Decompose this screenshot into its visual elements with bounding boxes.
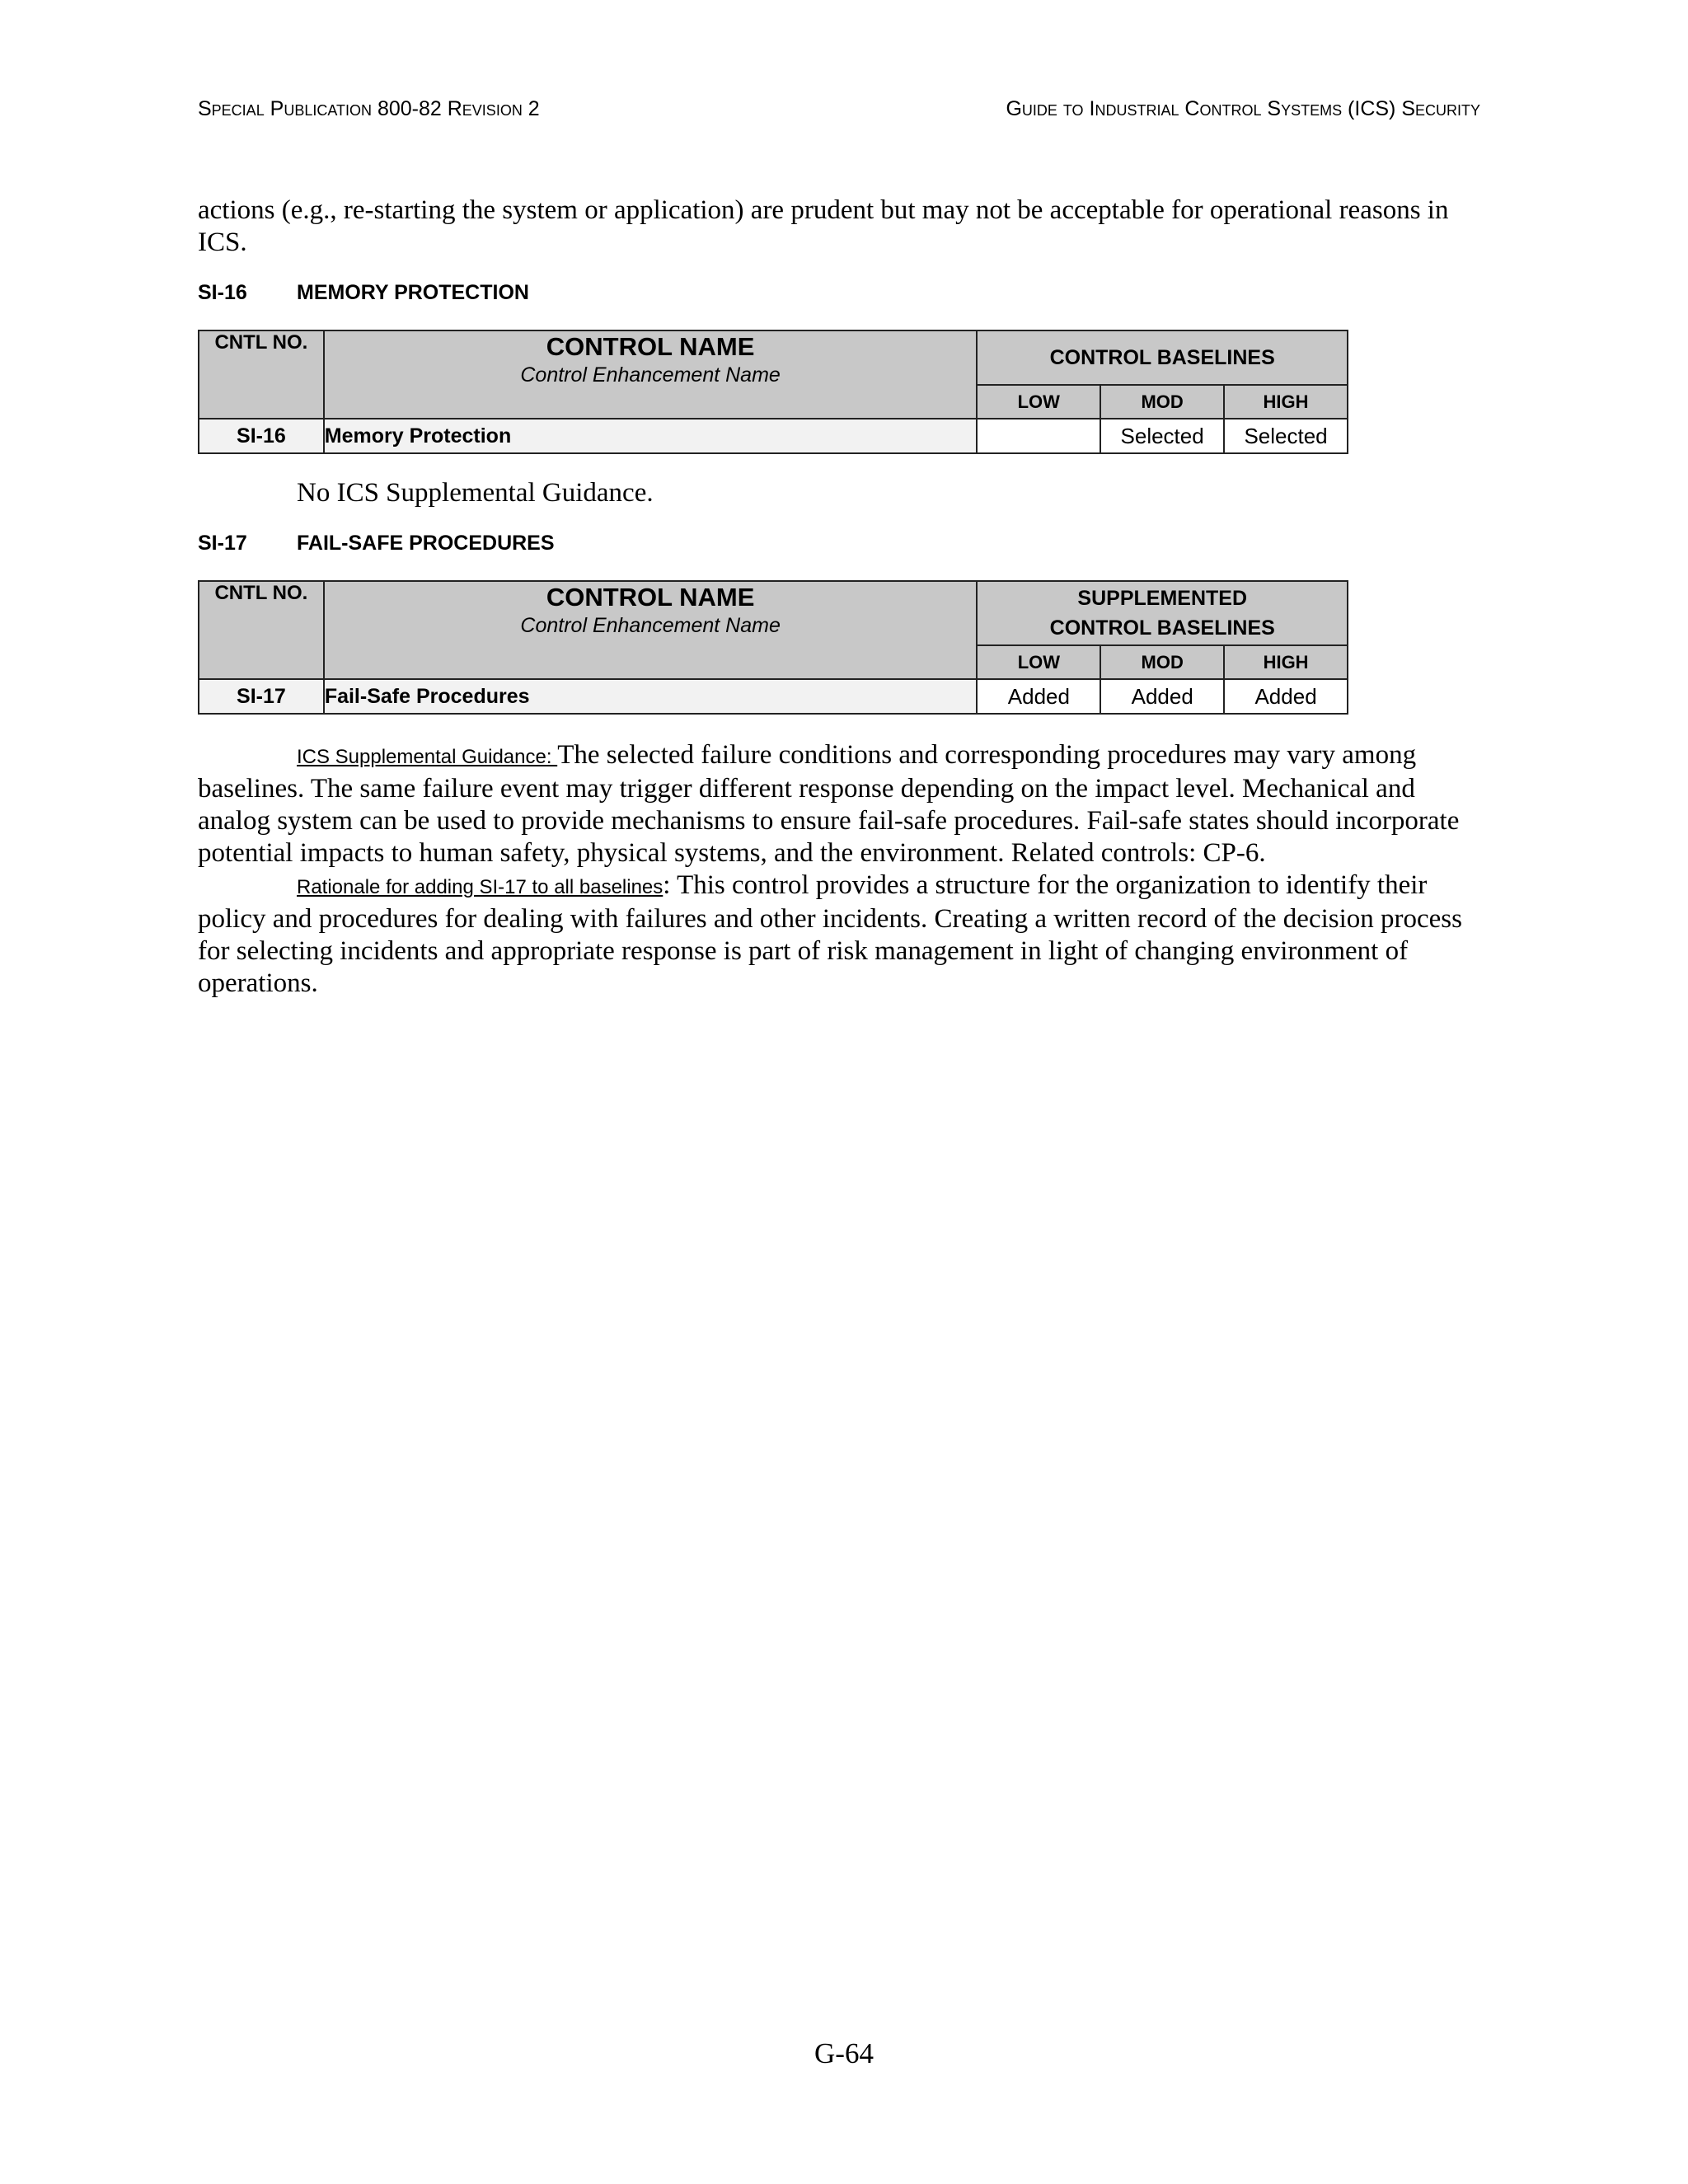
control-name-header <box>324 330 978 419</box>
section-id: SI-16 <box>198 281 247 304</box>
page-content <box>198 194 1480 1000</box>
baselines-header-line1: SUPPLEMENTED <box>1077 587 1248 610</box>
col-high: HIGH <box>1224 645 1348 679</box>
page-number: G-64 <box>814 2037 874 2069</box>
section-title: FAIL-SAFE PROCEDURES <box>297 532 555 555</box>
row-mod-value: Added <box>1100 679 1224 714</box>
baselines-header <box>977 581 1348 645</box>
table-row <box>199 679 1348 714</box>
guidance-text: The selected failure conditions and corresponding procedures may vary among baselines. The same failure event may trigger different response depending on the impact level. Mechanical and analog system can be used to provide mechanisms to ensure fail-safe procedures. Fail-safe states should incorporate potential impacts to human safety, physical systems, and the environment. Related controls: CP-6. <box>198 740 1460 868</box>
row-control-name: Memory Protection <box>324 419 978 453</box>
control-enhancement-label: Control Enhancement Name <box>520 614 781 637</box>
cntl-no-header: CNTL NO. <box>199 581 324 679</box>
si17-guidance-paragraph <box>198 739 1480 869</box>
guidance-label: ICS Supplemental Guidance: <box>297 746 558 768</box>
control-table-si17 <box>198 580 1348 715</box>
control-enhancement-label: Control Enhancement Name <box>520 363 781 387</box>
section-title: MEMORY PROTECTION <box>297 281 529 304</box>
row-control-no: SI-17 <box>199 679 324 714</box>
col-mod: MOD <box>1100 645 1224 679</box>
row-low-value <box>977 419 1100 453</box>
col-high: HIGH <box>1224 385 1348 419</box>
control-name-label: CONTROL NAME <box>546 583 755 612</box>
row-control-no: SI-16 <box>199 419 324 453</box>
si16-guidance: No ICS Supplemental Guidance. <box>297 478 654 508</box>
rationale-text: : This control provides a structure for the organization to identify their policy and procedures for dealing with failures and other incidents. Creating a written record of the decision process for selecting incidents and appropriate response is part of risk management in light of changing environment of operations. <box>198 870 1462 998</box>
header-guide-title: Guide to Industrial Control Systems (ICS) Security <box>1006 97 1480 120</box>
si17-rationale-paragraph <box>198 869 1480 1000</box>
col-mod: MOD <box>1100 385 1224 419</box>
running-header <box>198 97 1480 121</box>
row-mod-value: Selected <box>1100 419 1224 453</box>
section-heading-si17 <box>198 531 1480 555</box>
section-heading-si16 <box>198 280 1480 305</box>
col-low: LOW <box>977 645 1100 679</box>
cntl-no-header: CNTL NO. <box>199 330 324 419</box>
section-id: SI-17 <box>198 532 247 555</box>
row-high-value: Added <box>1224 679 1348 714</box>
intro-paragraph: actions (e.g., re-starting the system or application) are prudent but may not be acceptable for operational reasons in ICS. <box>198 195 1449 257</box>
baselines-header: CONTROL BASELINES <box>977 330 1348 385</box>
table-row <box>199 419 1348 453</box>
rationale-label: Rationale for adding SI-17 to all baselines <box>297 876 663 898</box>
baselines-header-line2: CONTROL BASELINES <box>1049 616 1275 640</box>
row-control-name: Fail-Safe Procedures <box>324 679 978 714</box>
header-publication: Special Publication 800-82 Revision 2 <box>198 97 540 120</box>
row-high-value: Selected <box>1224 419 1348 453</box>
control-table-si16 <box>198 330 1348 454</box>
control-name-header <box>324 581 978 679</box>
row-low-value: Added <box>977 679 1100 714</box>
col-low: LOW <box>977 385 1100 419</box>
control-name-label: CONTROL NAME <box>546 332 755 361</box>
